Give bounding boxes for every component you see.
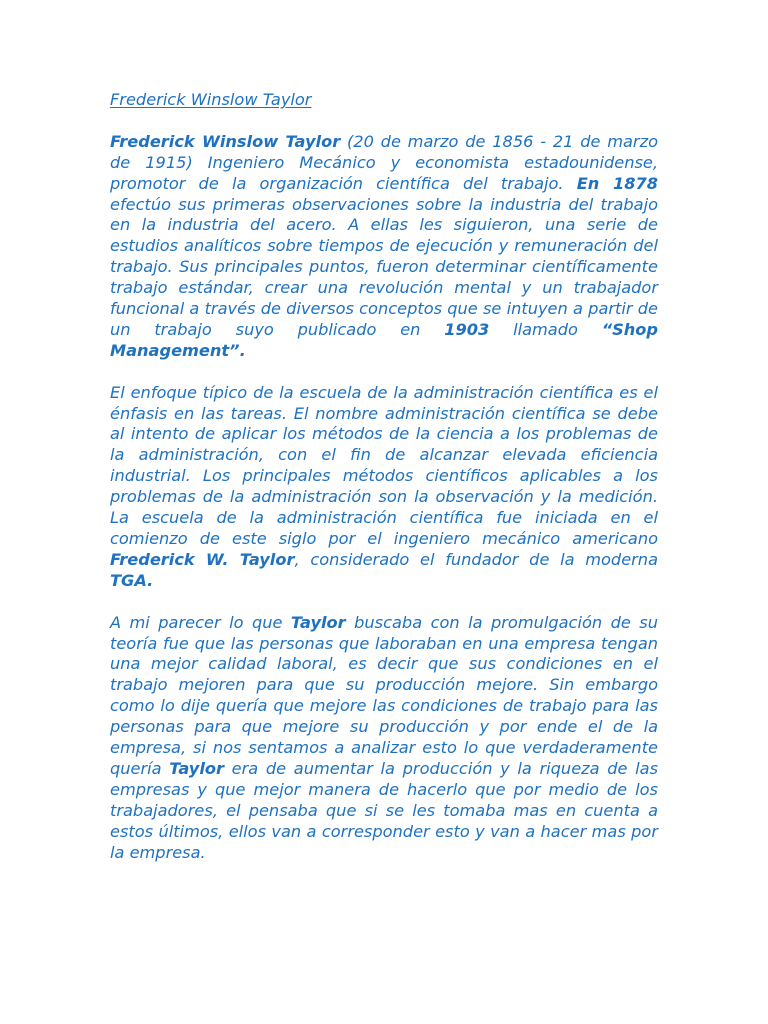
text-run: Frederick Winslow Taylor [110,131,341,151]
text-run: TGA. [110,570,154,590]
text-run: Frederick W. Taylor [110,549,295,569]
text-run: buscaba con la promulgación de su teoría fue que las personas que laboraban en una empresa tengan una mejor calidad laboral, es decir que sus condiciones en el trabajo mejoren para que su producción mejore. Sin embargo como lo dije quería que mejore las condiciones de trabajo para las personas para que mejore su producción y por ende el de la empresa, si nos sentamos a analizar esto lo que verdaderamente quería [110,612,658,778]
document-page [110,90,658,863]
paragraph-3 [110,613,658,864]
text-run: “Shop Management”. [110,319,659,360]
text-run: Taylor [290,612,346,632]
paragraph-2 [110,383,658,592]
text-run: A mi parecer lo que [110,612,291,632]
document-title: Frederick Winslow Taylor [110,90,312,109]
text-run: , considerado el fundador de la moderna [294,549,658,569]
text-run: efectúo sus primeras observaciones sobre la industria del trabajo en la industria del acero. A ellas les siguieron, una serie de estudios analíticos sobre tiempos de ejecución y remuneración del trabajo. Sus principales puntos, fueron determinar científicamente trabajo estándar, crear una revolución mental y un trabajador funcional a través de diversos conceptos que se intuyen a partir de un trabajo suyo publicado en [110,194,658,339]
text-run: llamado [489,319,602,339]
text-run: era de aumentar la producción y la riqueza de las empresas y que mejor manera de hacerlo que por medio de los trabajadores, el pensaba que si se les tomaba mas en cuenta a estos últimos, ellos van a corresponder esto y van a hacer mas por la empresa. [110,758,659,862]
text-run: El enfoque típico de la escuela de la administración científica es el énfasis en las tareas. El nombre administración científica se debe al intento de aplicar los métodos de la ciencia a los problemas de la administración, con el fin de alcanzar elevada eficiencia industrial. Los principales métodos científicos aplicables a los problemas de la administración son la observación y la medición. La escuela de la administración científica fue iniciada en el comienzo de este siglo por el ingeniero mecánico americano [110,382,658,548]
text-run: 1903 [444,319,490,339]
text-run: En 1878 [576,173,658,193]
text-run: Taylor [169,758,224,778]
text-run: (20 de marzo de 1856 - 21 de marzo de 1915) Ingeniero Mecánico y economista estadounidense, promotor de la organización científica del trabajo. [110,131,658,193]
paragraph-1 [110,132,658,362]
